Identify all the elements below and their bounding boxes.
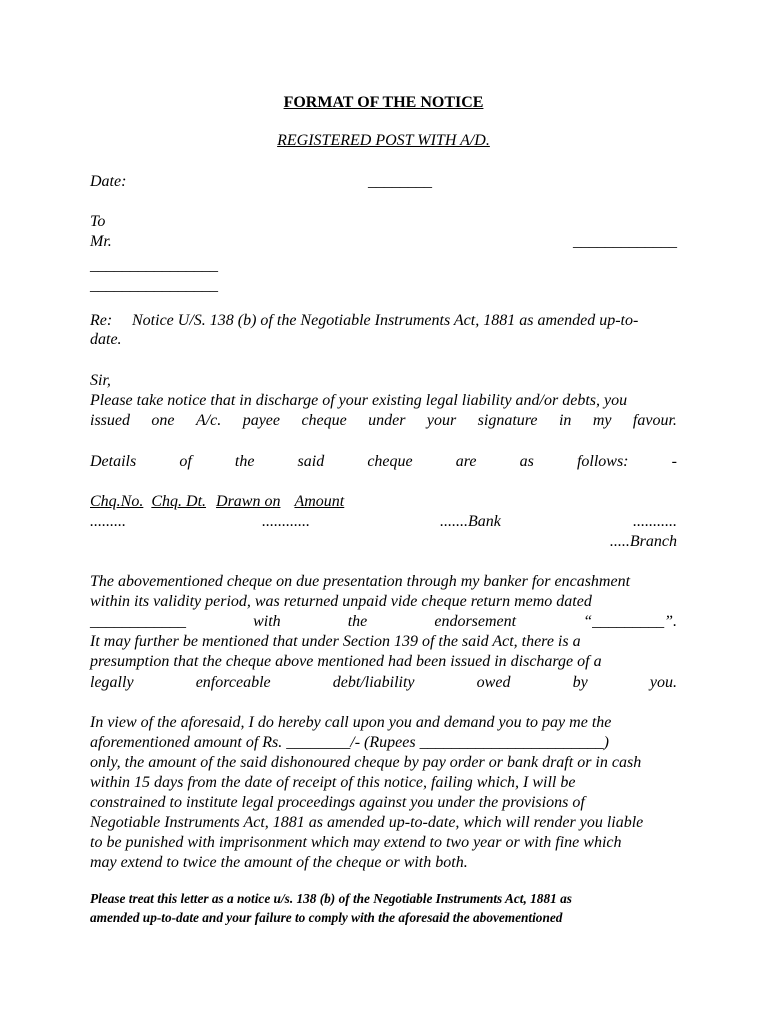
word: issued (90, 412, 130, 429)
mr-label: Mr. (90, 233, 112, 250)
para3-line-5: constrained to institute legal proceedings against you under the provisions of (90, 794, 585, 811)
word: owed (476, 674, 511, 691)
word: your (426, 412, 457, 429)
header-chq-no: Chq.No. (90, 493, 144, 510)
para2-line-1: The abovementioned cheque on due presentation through my banker for encashment (90, 573, 631, 590)
word: “_________”. (583, 613, 677, 630)
word: favour. (632, 412, 677, 429)
header-amount: Amount (294, 493, 345, 510)
para3-line-8: may extend to twice the amount of the cheque or with both. (90, 854, 468, 871)
para2-line-3 (90, 612, 677, 632)
cell-amount: ........... (633, 513, 677, 530)
para2-line-6 (90, 673, 677, 693)
word: under (368, 412, 406, 429)
para4-line-2: amended up-to-date and your failure to comply with the aforesaid the abovementioned (90, 910, 563, 925)
cell-chq-no: ......... (90, 513, 126, 530)
header-drawn-on: Drawn on (216, 493, 281, 510)
word: payee (242, 412, 281, 429)
page-subtitle: REGISTERED POST WITH A/D. (277, 132, 490, 149)
word: as (519, 453, 534, 470)
para2-line-5: presumption that the cheque above mentioned had been issued in discharge of a (90, 653, 602, 670)
word: follows: (576, 453, 629, 470)
word: Details (90, 453, 137, 470)
word: - (671, 453, 677, 470)
cell-branch: .....Branch (609, 533, 677, 550)
word: ____________ (90, 613, 186, 630)
para4-line-1: Please treat this letter as a notice u/s. 138 (b) of the Negotiable Instruments Act, 1881 as (90, 891, 572, 906)
details-line (90, 452, 677, 472)
cheque-row (90, 512, 677, 532)
para3-line-6: Negotiable Instruments Act, 1881 as amended up-to-date, which will render you liable (90, 814, 644, 831)
para2-line-4: It may further be mentioned that under Section 139 of the said Act, there is a (90, 633, 581, 650)
page-title: FORMAT OF THE NOTICE (283, 94, 484, 111)
date-row (90, 172, 677, 192)
para3-line-4: within 15 days from the date of receipt of this notice, failing which, I will be (90, 774, 576, 791)
date-blank: ________ (368, 173, 432, 190)
para3-line-1: In view of the aforesaid, I do hereby call upon you and demand you to pay me the (90, 714, 612, 731)
word: cheque (367, 453, 413, 470)
word: cheque (301, 412, 347, 429)
cheque-headers (90, 492, 677, 512)
word: with (253, 613, 281, 630)
word: by (572, 674, 588, 691)
word: my (592, 412, 612, 429)
word: you. (649, 674, 677, 691)
word: debt/liability (332, 674, 415, 691)
para1-line-2 (90, 411, 677, 431)
re-line-1 (90, 311, 677, 331)
para1-line-1: Please take notice that in discharge of your existing legal liability and/or debts, you (90, 392, 628, 409)
re-text: Notice U/S. 138 (b) of the Negotiable Instruments Act, 1881 as amended up-to- (132, 312, 639, 329)
cell-bank: .......Bank (440, 513, 501, 530)
mr-row (90, 232, 677, 252)
cell-chq-dt: ............ (262, 513, 310, 530)
date-label: Date: (90, 173, 127, 190)
word: in (558, 412, 572, 429)
re-line-2: date. (90, 331, 122, 348)
word: the (234, 453, 255, 470)
to-label: To (90, 213, 106, 230)
para3-line-2: aforementioned amount of Rs. ________/- (Rupees _______________________) (90, 734, 609, 751)
word: one (151, 412, 175, 429)
re-label: Re: (90, 312, 113, 329)
para3-line-3: only, the amount of the said dishonoured cheque by pay order or bank draft or in cash (90, 754, 642, 771)
word: signature (477, 412, 538, 429)
para2-line-2: within its validity period, was returned unpaid vide cheque return memo dated (90, 593, 592, 610)
word: are (455, 453, 477, 470)
para3-line-7: to be punished with imprisonment which may extend to two year or with fine which (90, 834, 622, 851)
mr-blank: _____________ (573, 233, 677, 250)
word: endorsement (434, 613, 517, 630)
word: said (297, 453, 325, 470)
word: A/c. (195, 412, 222, 429)
header-chq-dt: Chq. Dt. (151, 493, 207, 510)
word: of (179, 453, 192, 470)
word: enforceable (195, 674, 271, 691)
salutation: Sir, (90, 372, 111, 389)
word: the (347, 613, 368, 630)
address-line-1: ________________ (90, 257, 218, 274)
word: legally (90, 674, 134, 691)
address-line-2: ________________ (90, 277, 218, 294)
